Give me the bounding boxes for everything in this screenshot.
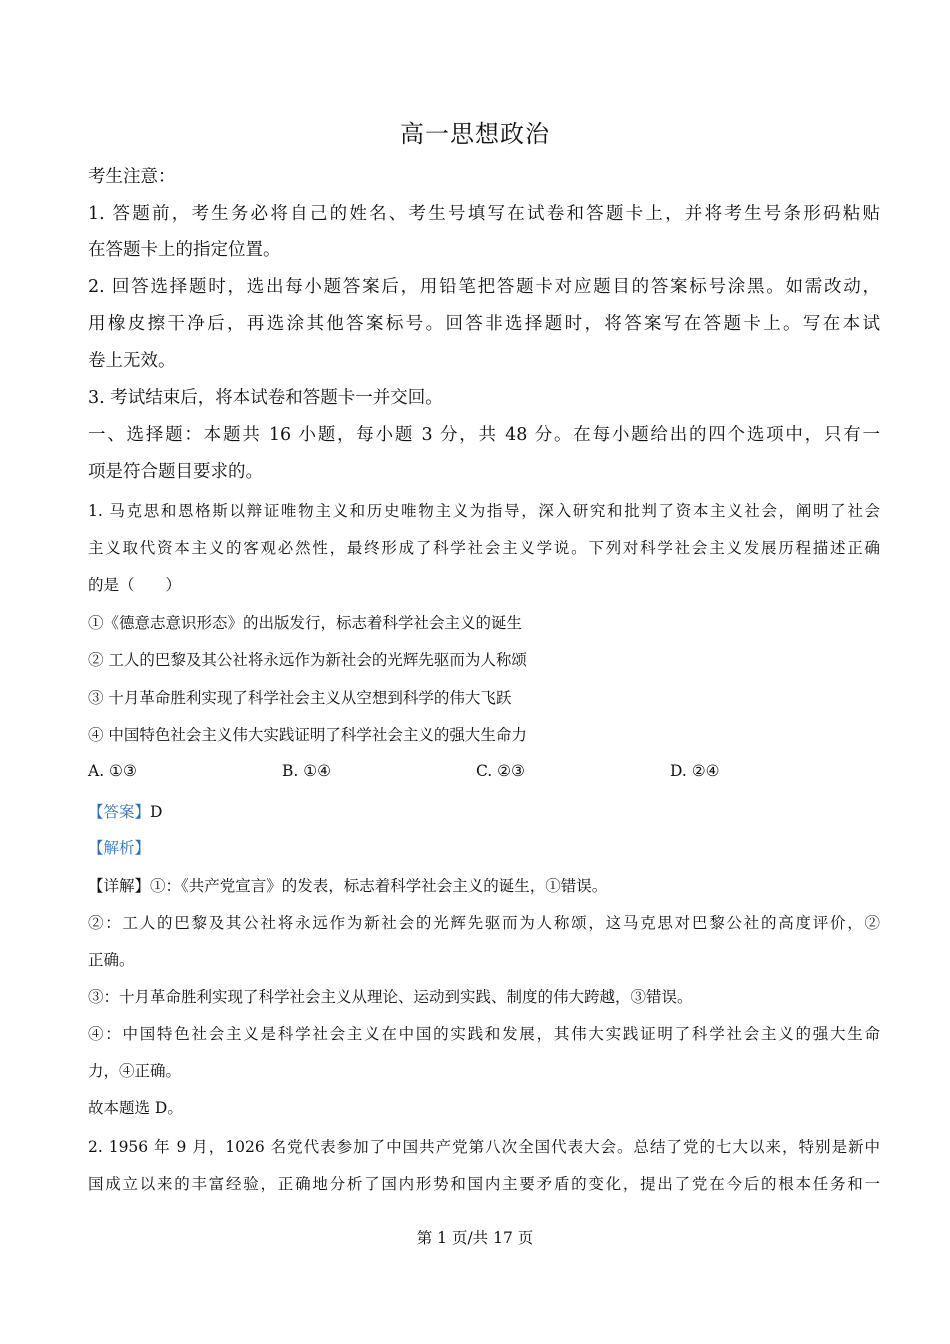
- option-c: C. ②③: [476, 762, 525, 780]
- section-heading-cont: 项是符合题目要求的。: [88, 462, 263, 482]
- notice-heading: 考生注意：: [88, 167, 176, 187]
- answer-line: [88, 800, 162, 822]
- detail-line-3: ③：十月革命胜利实现了科学社会主义从理论、运动到实践、制度的伟大跨越，③错误。: [88, 988, 693, 1006]
- section-heading: 一、选择题：本题共 16 小题，每小题 3 分，共 48 分。在每小题给出的四个选项中，只有一: [88, 425, 880, 445]
- question-2-stem-cont: 国成立以来的丰富经验，正确地分析了国内形势和国内主要矛盾的变化，提出了党在今后的根本任务和一: [88, 1175, 880, 1193]
- option-a: A. ①③: [88, 762, 137, 780]
- notice-item-1: 1. 答题前，考生务必将自己的姓名、考生号填写在试卷和答题卡上，并将考生号条形码粘贴: [88, 204, 880, 224]
- conclusion: 故本题选 D。: [88, 1099, 183, 1117]
- question-1-stem-end: 的是（ ）: [88, 576, 182, 594]
- notice-item-2: 2. 回答选择题时，选出每小题答案后，用铅笔把答题卡对应题目的答案标号涂黑。如需改动，: [88, 277, 880, 297]
- analysis-tag: 【解析】: [88, 839, 151, 857]
- detail-line-4-cont: 力，④正确。: [88, 1062, 182, 1080]
- page-footer: 第 1 页/共 17 页: [416, 1229, 534, 1247]
- notice-item-3: 3. 考试结束后，将本试卷和答题卡一并交回。: [88, 388, 443, 408]
- answer-value: D: [150, 803, 163, 821]
- question-1-stem: 1. 马克思和恩格斯以辩证唯物主义和历史唯物主义为指导，深入研究和批判了资本主义社会，阐明了社会: [88, 502, 880, 520]
- notice-item-2-cont2: 卷上无效。: [88, 351, 176, 371]
- question-1-stem-cont: 主义取代资本主义的客观必然性，最终形成了科学社会主义学说。下列对科学社会主义发展历程描述正确: [88, 539, 880, 557]
- option-b: B. ①④: [282, 762, 332, 780]
- statement-2: ② 工人的巴黎及其公社将永远作为新社会的光辉先驱而为人称颂: [88, 651, 527, 669]
- statement-1: ①《德意志意识形态》的出版发行，标志着科学社会主义的诞生: [88, 614, 523, 632]
- detail-line-2-cont: 正确。: [88, 951, 135, 969]
- notice-item-1-cont: 在答题卡上的指定位置。: [88, 240, 281, 260]
- detail-line-1: [88, 874, 607, 896]
- detail-text-1: ①：《共产党宣言》的发表，标志着科学社会主义的诞生，①错误。: [150, 877, 608, 895]
- notice-item-2-cont: 用橡皮擦干净后，再选涂其他答案标号。回答非选择题时，将答案写在答题卡上。写在本试: [88, 314, 880, 334]
- statement-4: ④ 中国特色社会主义伟大实践证明了科学社会主义的强大生命力: [88, 726, 527, 744]
- option-d: D. ②④: [670, 762, 720, 780]
- question-2-stem: 2. 1956 年 9 月，1026 名党代表参加了中国共产党第八次全国代表大会。总结了党的七大以来，特别是新中: [88, 1138, 880, 1156]
- statement-3: ③ 十月革命胜利实现了科学社会主义从空想到科学的伟大飞跃: [88, 689, 512, 707]
- detail-line-4: ④：中国特色社会主义是科学社会主义在中国的实践和发展，其伟大实践证明了科学社会主义的强大生命: [88, 1025, 880, 1043]
- answer-tag: 【答案】: [88, 803, 151, 821]
- detail-tag: 【详解】: [88, 877, 151, 895]
- page-title: 高一思想政治: [400, 120, 550, 148]
- detail-line-2: ②：工人的巴黎及其公社将永远作为新社会的光辉先驱而为人称颂，这马克思对巴黎公社的高度评价，②: [88, 914, 880, 932]
